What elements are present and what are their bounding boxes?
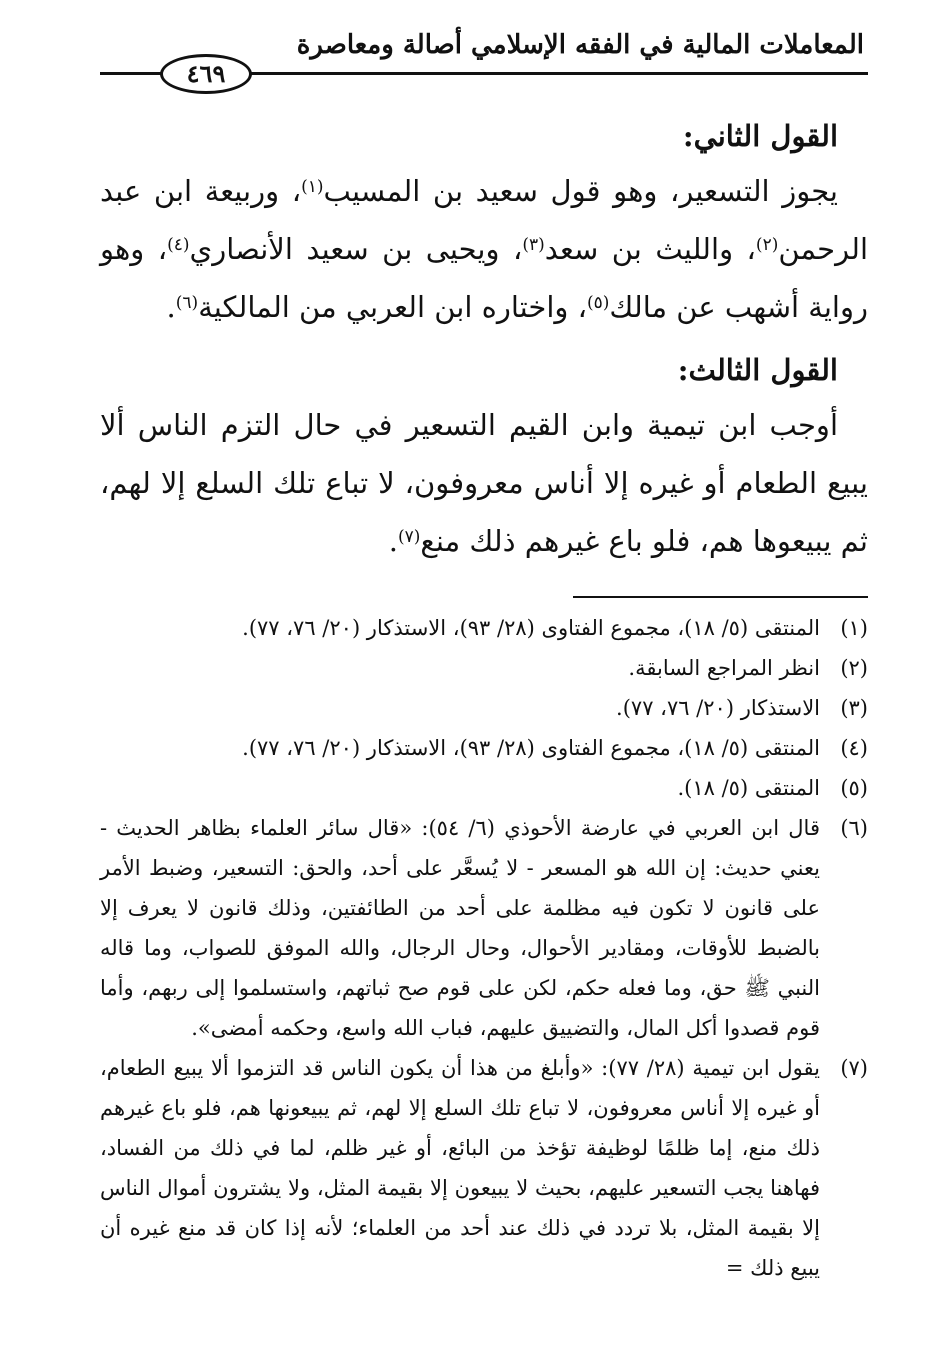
footnote-number: (٢)	[840, 656, 868, 680]
footnote-number: (٦)	[840, 816, 868, 840]
section-heading-third-opinion: القول الثالث:	[677, 353, 838, 387]
page-number: ٤٦٩	[160, 54, 252, 94]
footnote-ref-6[interactable]: (٦)	[175, 293, 199, 313]
footnote-separator	[573, 596, 868, 598]
footnote-1	[100, 608, 868, 648]
text-run: ، وربيعة ابن عبد الرحمن	[100, 174, 869, 266]
text-run: ، ويحيى بن سعيد الأنصاري	[189, 232, 523, 266]
text-run: ، واختاره ابن العربي من المالكية	[198, 290, 587, 324]
footnote-5	[100, 768, 868, 808]
footnote-text: المنتقى (٥/ ١٨)، مجموع الفتاوى (٢٨/ ٩٣)، الاستذكار (٢٠/ ٧٦، ٧٧).	[242, 736, 820, 760]
running-header-title: المعاملات المالية في الفقه الإسلامي أصالة ومعاصرة	[296, 30, 864, 60]
paragraph-third-opinion	[100, 396, 868, 570]
footnote-number: (٧)	[840, 1056, 868, 1080]
footnote-4	[100, 728, 868, 768]
text-run: أوجب ابن تيمية وابن القيم التسعير في حال التزم الناس ألا يبيع الطعام أو غيره إلا أناس معروفون، لا تباع تلك السلع إلا لهم، ثم يبيعوها هم، فلو باع غيرهم ذلك منع	[100, 408, 868, 558]
footnote-number: (٥)	[840, 776, 868, 800]
footnote-text: الاستذكار (٢٠/ ٧٦، ٧٧).	[616, 696, 820, 720]
text-run: ، والليث بن سعد	[544, 232, 756, 266]
text-run: ، وهو رواية أشهب عن مالك	[100, 232, 868, 324]
text-run: .	[388, 524, 398, 558]
footnote-number: (١)	[840, 616, 868, 640]
text-run: يجوز التسعير، وهو قول سعيد بن المسيب	[323, 174, 839, 208]
footnote-ref-4[interactable]: (٤)	[167, 235, 190, 255]
footnote-ref-7[interactable]: (٧)	[397, 527, 421, 547]
footnote-ref-2[interactable]: (٢)	[755, 235, 779, 255]
footnote-text: يقول ابن تيمية (٢٨/ ٧٧): «وأبلغ من هذا أن يكون الناس قد التزموا ألا يبيع الطعام، أو غيره إلا أناس معروفون، لا تباع تلك السلع إلا لهم، ثم يبيعونها هم، فلو باع غيرهم ذلك منع، إما ظلمًا لوظيفة تؤخذ من البائع، أو غير ظلم، لما في ذلك من الفساد، فهاهنا يجب التسعير عليهم، بحيث لا يبيعون إلا بقيمة المثل، ولا يشترون أموال الناس إلا بقيمة المثل، بلا تردد في ذلك عند أحد من العلماء؛ لأنه إذا كان قد منع غيره أن يبيع ذلك =	[100, 1056, 820, 1280]
footnote-6	[100, 808, 868, 1048]
footnote-2	[100, 648, 868, 688]
footnote-ref-1[interactable]: (١)	[301, 177, 324, 197]
footnote-text: المنتقى (٥/ ١٨).	[677, 776, 820, 800]
main-text	[100, 112, 868, 570]
section-heading-second-opinion: القول الثاني:	[682, 119, 838, 153]
footnote-text: قال ابن العربي في عارضة الأحوذي (٦/ ٥٤): «قال سائر العلماء بظاهر الحديث - يعني حديث: إن الله هو المسعر - لا يُسعَّر على أحد، والحق: التسعير، وضبط الأمر على قانون لا تكون فيه مظلمة على أحد من الطائفتين، وذلك قانون لا يعرف إلا بالضبط للأوقات، ومقادير الأحوال، وحال الرجال، والله الموفق للصواب، وما قاله النبي ﷺ حق، وما فعله حكم، لكن على قوم صح ثباتهم، واستسلموا إلى ربهم، وأما قوم قصدوا أكل المال، والتضييق عليهم، فباب الله واسع، وحكمه أمضى».	[100, 816, 820, 1040]
footnote-text: المنتقى (٥/ ١٨)، مجموع الفتاوى (٢٨/ ٩٣)، الاستذكار (٢٠/ ٧٦، ٧٧).	[242, 616, 820, 640]
footnote-7	[100, 1048, 868, 1288]
footnotes	[100, 608, 868, 1288]
footnote-ref-5[interactable]: (٥)	[587, 293, 610, 313]
footnote-ref-3[interactable]: (٣)	[522, 235, 545, 255]
footnote-number: (٣)	[840, 696, 868, 720]
footnote-number: (٤)	[840, 736, 868, 760]
paragraph-second-opinion	[100, 162, 868, 336]
text-run: .	[166, 290, 176, 324]
footnote-3	[100, 688, 868, 728]
footnote-text: انظر المراجع السابقة.	[628, 656, 820, 680]
